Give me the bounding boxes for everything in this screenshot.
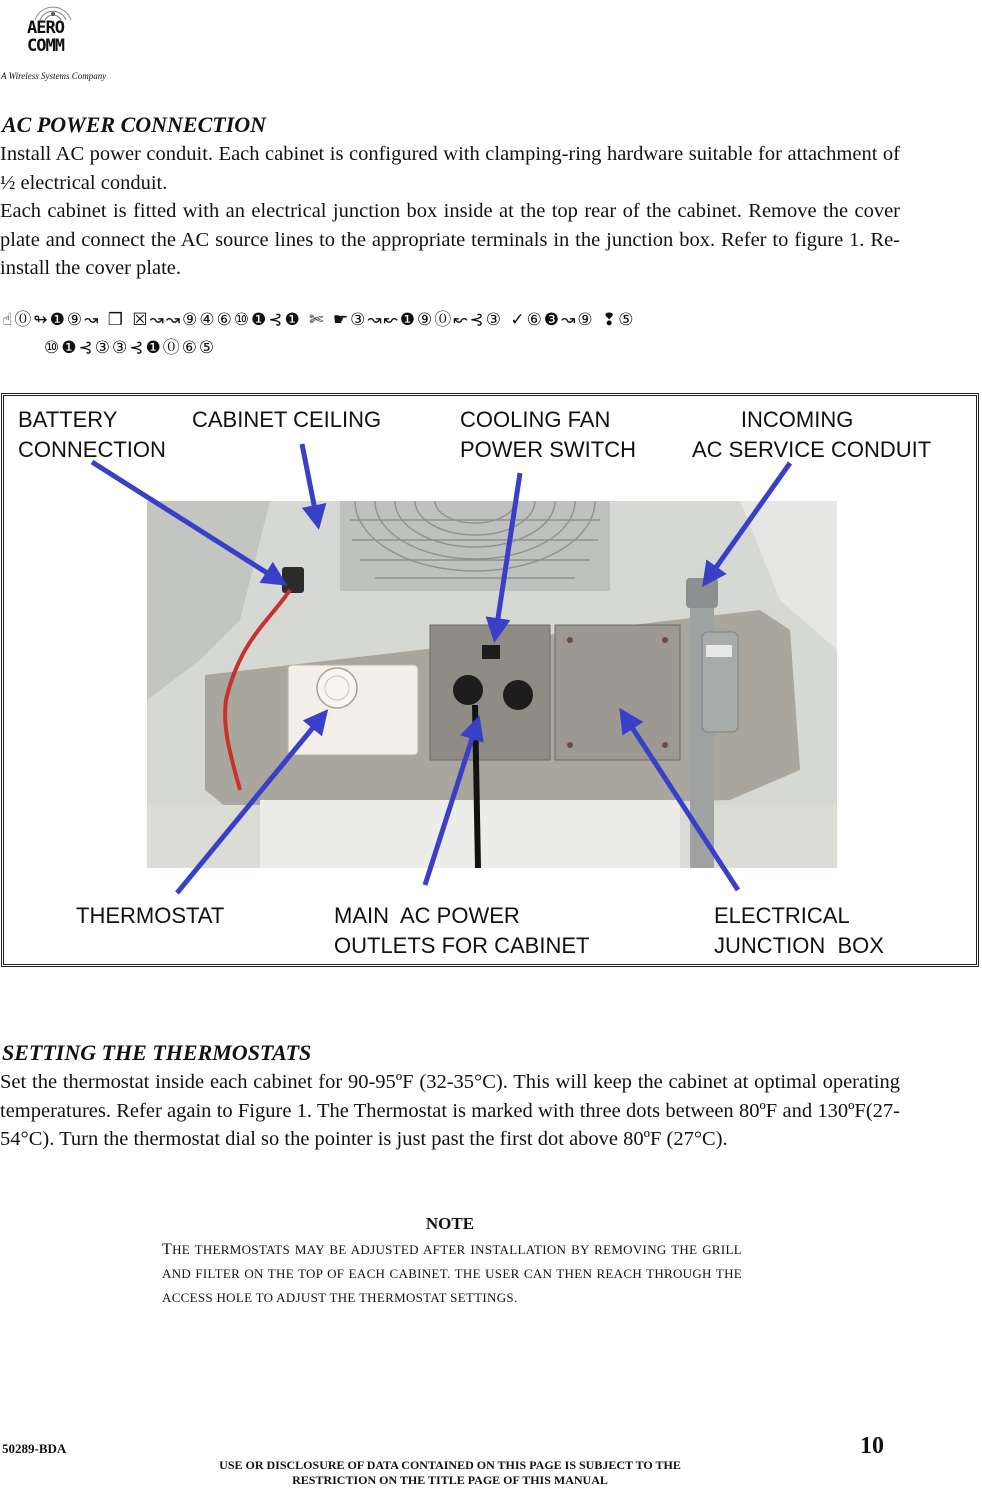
ac-power-paragraph-1: Install AC power conduit. Each cabinet is configured with clamping-ring hardware suitable for attachment of ½ electrical conduit. [0,143,900,194]
label-cabinet-ceiling: CABINET CEILING [192,407,382,432]
logo-word-comm: COMM [27,36,64,56]
label-cooling-fan-switch: COOLING FAN POWER SWITCH [460,407,636,462]
ac-power-paragraph-2: Each cabinet is fitted with an electrical junction box inside at the top rear of the cabinet. Remove the cover plate and connect the AC source lines to the appropriate terminals in the junction box. Refer to figure 1. Re-install the cover plate. [0,200,900,279]
footer-notice-line-1: USE OR DISCLOSURE OF DATA CONTAINED ON THIS PAGE IS SUBJECT TO THE [219,1458,681,1472]
logo-tagline: A Wireless Systems Company [1,71,107,81]
footer-restriction-notice [160,1458,740,1488]
label-main-ac-outlets: MAIN AC POWER OUTLETS FOR CABINET [334,903,590,958]
section-title-ac-power: AC POWER CONNECTION [2,112,267,137]
label-incoming-conduit: INCOMING AC SERVICE CONDUIT [692,407,932,462]
thermostat-device [288,665,418,755]
logo-word-aero: AERO [27,18,64,38]
label-electrical-junction-box: ELECTRICAL JUNCTION BOX [714,903,884,958]
footer-notice-line-2: RESTRICTION ON THE TITLE PAGE OF THIS MANUAL [292,1473,608,1487]
label-thermostat: THERMOSTAT [76,903,225,928]
footer-document-number: 50289-BDA [2,1441,67,1456]
note-body: THE THERMOSTATS MAY BE ADJUSTED AFTER INSTALLATION BY REMOVING THE GRILL AND FILTER ON THE TOP OF EACH CABINET. THE USER CAN THEN REACH THROUGH THE ACCESS HOLE TO ADJUST THE THERMOSTAT SETTINGS. [162,1241,742,1305]
cabinet-photo [147,501,837,868]
page-number: 10 [860,1433,884,1459]
thermostat-paragraph: Set the thermostat inside each cabinet for 90-95ºF (32-35°C). This will keep the cabinet at optimal operating temperatures. Refer again to Figure 1. The Thermostat is marked with three dots between 80ºF and 130ºF(27-54°C). Turn the thermostat dial so the pointer is just past the first dot above 80ºF (27°C). [0,1071,900,1150]
section-title-thermostats: SETTING THE THERMOSTATS [2,1040,312,1065]
note-heading: NOTE [425,1214,475,1233]
figure-caption-line-1: ☝⓪↬❶⑨↝ ❒ ☒↝↝⑨④⑥⑩❶⊰❶ ✄ ☛③↝↜❶⑨⓪↜⊰③ ✓⑥❸↝⑨ ❢⑤ [2,310,636,330]
junction-box [555,625,680,760]
label-battery-connection: BATTERY CONNECTION [18,407,166,462]
figure-caption-line-2: ⑩❶⊰③③⊰❶⓪⑥⑤ [44,338,217,358]
